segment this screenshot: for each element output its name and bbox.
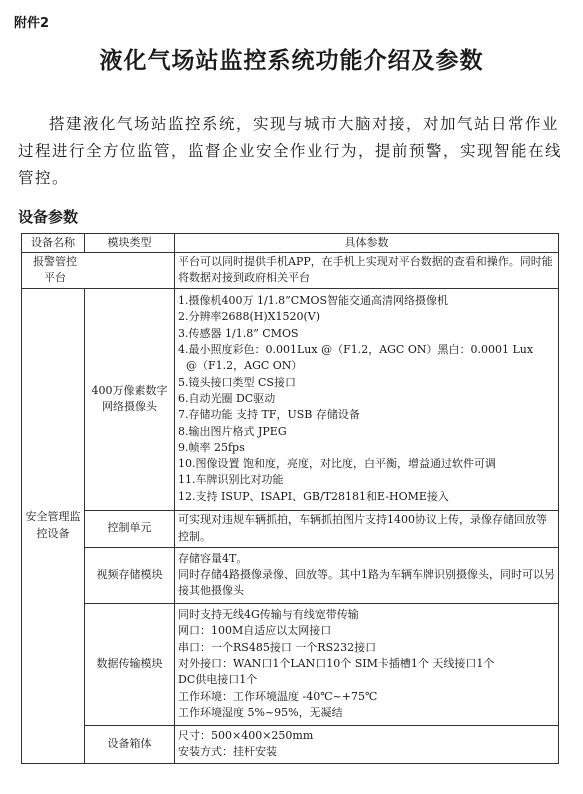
detail-line: 10.图像设置 饱和度，亮度，对比度，白平衡，增益通过软件可调 <box>178 457 496 471</box>
table-row-transmission <box>22 603 559 725</box>
module-control: 控制单元 <box>85 510 175 547</box>
module-storage: 视频存储模块 <box>85 547 175 603</box>
detail-line: 1.摄像机400万 1/1.8”CMOS智能交通高清网络摄像机 <box>178 294 449 308</box>
detail-line: 可实现对违规车辆抓拍，车辆抓拍图片支持1400协议上传，录像存储回放等控制。 <box>178 513 547 543</box>
detail-line: 7.存储功能 支持 TF，USB 存储设备 <box>178 408 360 422</box>
module-camera: 400万像素数字网络摄像头 <box>85 288 175 510</box>
header-device-name: 设备名称 <box>22 234 85 253</box>
device-name-security <box>22 288 85 763</box>
detail-line: 9.帧率 25fps <box>178 440 245 454</box>
table-row-enclosure <box>22 725 559 763</box>
detail-line: 6.自动光圈 DC驱动 <box>178 391 276 405</box>
details-storage <box>175 547 559 603</box>
header-details: 具体参数 <box>175 234 559 253</box>
table-header-row <box>22 234 559 253</box>
device-name-text: 安全管理监控设备 <box>25 510 81 540</box>
detail-line: 网口：100M自适应以太网接口 <box>178 624 332 638</box>
table-row-camera <box>22 288 559 510</box>
detail-line: @（F1.2，AGC ON） <box>186 359 303 373</box>
module-transmission: 数据传输模块 <box>85 603 175 725</box>
detail-line: 安装方式：挂杆安装 <box>178 745 277 759</box>
detail-line: 8.输出图片格式 JPEG <box>178 424 287 438</box>
attachment-label: 附件2 <box>14 16 50 31</box>
details-camera <box>175 288 559 510</box>
page-title: 液化气场站监控系统功能介绍及参数 <box>99 47 484 74</box>
detail-line: 12.支持 ISUP、ISAPI、GB/T28181和E-HOME接入 <box>178 489 449 503</box>
detail-line: 存储容量4T。 <box>178 551 248 565</box>
detail-line: 同时支持无线4G传输与有线宽带传输 <box>178 608 359 622</box>
detail-line: 同时存储4路摄像录像、回放等。其中1路为车辆车牌识别摄像头，同时可以另接其他摄像头 <box>178 567 555 598</box>
detail-line: 4.最小照度彩色：0.001Lux @（F1.2，AGC ON）黑白：0.0001 Lux <box>178 343 534 357</box>
spec-table <box>21 233 559 764</box>
table-row-storage <box>22 547 559 603</box>
details-transmission <box>175 603 559 725</box>
header-module-type: 模块类型 <box>85 234 175 253</box>
detail-line: 11.车牌识别比对功能 <box>178 473 284 487</box>
detail-line: 串口：一个RS485接口 一个RS232接口 <box>178 640 377 654</box>
detail-line: 尺寸：500×400×250mm <box>178 728 314 742</box>
section-title: 设备参数 <box>18 208 79 226</box>
device-name-alarm <box>22 253 175 289</box>
detail-line: 对外接口：WAN口1个LAN口10个 SIM卡插槽1个 天线接口1个 <box>178 656 495 670</box>
detail-line: 工作环境湿度 5%~95%，无凝结 <box>178 705 343 719</box>
detail-line: 工作环境：工作环境温度 -40℃~+75℃ <box>178 689 378 703</box>
detail-line: DC供电接口1个 <box>178 673 258 687</box>
detail-line: 平台可以同时提供手机APP，在手机上实现对平台数据的查看和操作。同时能将数据对接到政府相关平台 <box>178 255 553 285</box>
detail-line: 3.传感器 1/1.8” CMOS <box>178 326 299 340</box>
detail-line: 5.镜头接口类型 CS接口 <box>178 375 296 389</box>
detail-line: 2.分辨率2688(H)X1520(V) <box>178 310 321 324</box>
details-enclosure <box>175 725 559 763</box>
module-enclosure: 设备箱体 <box>85 725 175 763</box>
details-alarm <box>175 253 559 289</box>
details-control <box>175 510 559 547</box>
table-row-alarm <box>22 253 559 289</box>
device-name-text: 报警管控平台 <box>33 255 77 285</box>
table-row-control <box>22 510 559 547</box>
intro-paragraph: 搭建液化气场站监控系统，实现与城市大脑对接，对加气站日常作业过程进行全方位监管，监督企业安全作业行为，提前预警，实现智能在线管控。 <box>18 115 563 187</box>
